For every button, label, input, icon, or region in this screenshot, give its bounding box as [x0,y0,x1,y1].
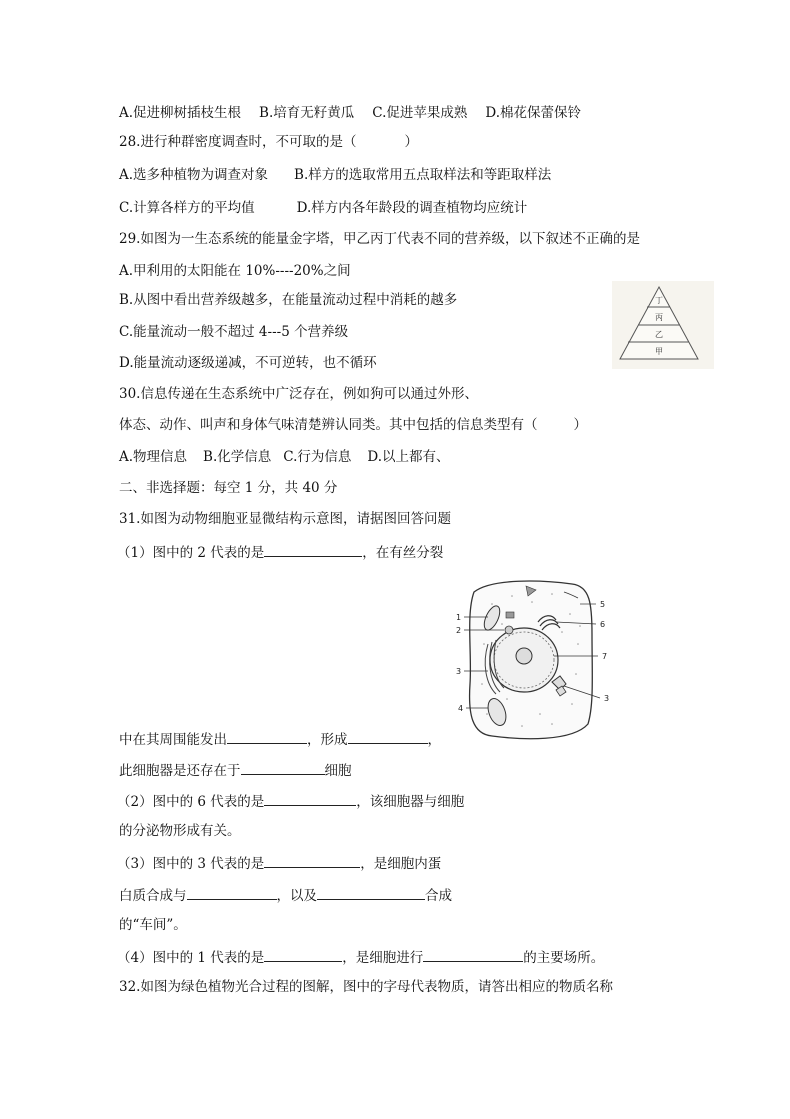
q31-3b-text-b: ，以及 [276,888,317,904]
animal-cell-figure [452,574,624,746]
q31-part3 [117,852,441,874]
option-c: C.促进苹果成熟 [372,105,468,121]
cell-label-2: 2 [456,626,462,635]
option-a: A.促进柳树插枝生根 [119,105,242,121]
q31-2-text-b: ，该细胞器与细胞 [356,794,465,810]
q31-1c-text-b: 细胞 [324,763,352,779]
q30-options [119,447,450,467]
q31-part3-cont [119,884,452,906]
q29-option-a: A.甲利用的太阳能在 10%----20%之间 [119,263,351,279]
q30-close: ） [573,417,587,433]
cell-label-3: 3 [456,667,462,676]
q31-part3-cont2: 的“车间”。 [119,917,187,933]
pyramid-level-bing: 丙 [655,313,663,322]
answer-blank[interactable] [264,790,356,806]
q28-text: 28.进行种群密度调查时，不可取的是（ [119,134,357,150]
q31-1-text-b: ，在有丝分裂 [362,545,444,561]
q31-part2-cont: 的分泌物形成有关。 [119,823,241,839]
q31-3b-text-a: 白质合成与 [119,888,187,904]
q30-stem-cont [119,415,587,435]
answer-blank[interactable] [264,541,362,557]
q31-3-text-a: （3）图中的 3 代表的是 [117,856,265,872]
q31-part2 [117,790,464,812]
q28-options-ab [119,165,551,185]
answer-blank[interactable] [348,728,428,744]
option-d: D.以上都有、 [367,449,450,465]
cell-label-4: 4 [458,704,464,713]
q28-close: ） [404,134,418,150]
q30-stem: 30.信息传递在生态系统中广泛存在，例如狗可以通过外形、 [119,386,478,402]
q30-text: 体态、动作、叫声和身体气味清楚辨认同类。其中包括的信息类型有（ [119,417,538,433]
answer-blank[interactable] [187,884,277,900]
q31-stem: 31.如图为动物细胞亚显微结构示意图，请据图回答问题 [119,511,451,527]
answer-blank[interactable] [423,946,523,962]
q31-part1-cont2 [119,759,352,781]
q31-part4 [117,946,604,968]
q31-part1 [117,541,443,563]
option-c: C.计算各样方的平均值 [119,200,255,216]
pyramid-level-ding: 丁 [655,296,663,305]
pyramid-level-yi: 乙 [655,330,663,339]
cell-label-7: 7 [602,652,608,661]
q29-option-d: D.能量流动逐级递减，不可逆转，也不循环 [119,355,377,371]
q31-2-text-a: （2）图中的 6 代表的是 [117,794,265,810]
cell-label-1: 1 [456,613,462,622]
answer-blank[interactable] [227,728,307,744]
cell-label-3b: 3 [604,694,610,703]
cell-label-5: 5 [600,600,606,609]
option-a: A.选多种植物为调查对象 [119,167,269,183]
option-d: D.样方内各年龄段的调查植物均应统计 [296,200,528,216]
q31-1-text-a: （1）图中的 2 代表的是 [117,545,265,561]
q27-options [119,103,581,123]
option-b: B.样方的选取常用五点取样法和等距取样法 [294,167,552,183]
q29-stem: 29.如图为一生态系统的能量金字塔，甲乙丙丁代表不同的营养级，以下叙述不正确的是 [119,231,640,247]
q31-4-text-a: （4）图中的 1 代表的是 [117,950,265,966]
answer-blank[interactable] [317,884,425,900]
q28-options-cd [119,198,527,218]
energy-pyramid-figure [612,281,714,369]
option-b: B.培育无籽黄瓜 [259,105,355,121]
q31-1b-text-a: 中在其周围能发出 [119,732,227,748]
q31-1c-text-a: 此细胞器是还存在于 [119,763,241,779]
q31-1b-text-c: ， [427,732,441,748]
option-a: A.物理信息 [119,449,188,465]
option-b: B.化学信息 [203,449,272,465]
q32-stem: 32.如图为绿色植物光合过程的图解，图中的字母代表物质，请答出相应的物质名称 [119,979,613,995]
answer-blank[interactable] [264,852,360,868]
q29-option-c: C.能量流动一般不超过 4---5 个营养级 [119,324,349,340]
option-d: D.棉花保蕾保铃 [485,105,582,121]
cell-label-6: 6 [600,620,606,629]
section-heading: 二、非选择题：每空 1 分，共 40 分 [119,480,338,496]
q29-option-b: B.从图中看出营养级越多，在能量流动过程中消耗的越多 [119,292,458,308]
q28-stem [119,132,418,152]
q31-3b-text-c: 合成 [425,888,452,904]
q31-4-text-c: 的主要场所。 [523,950,605,966]
q31-3-text-b: ，是细胞内蛋 [360,856,442,872]
pyramid-level-jia: 甲 [655,347,663,356]
q31-part1-cont [119,728,441,750]
option-c: C.行为信息 [283,449,352,465]
q31-4-text-b: ，是细胞进行 [342,950,424,966]
answer-blank[interactable] [241,759,325,775]
q31-1b-text-b: ，形成 [307,732,348,748]
answer-blank[interactable] [264,946,342,962]
